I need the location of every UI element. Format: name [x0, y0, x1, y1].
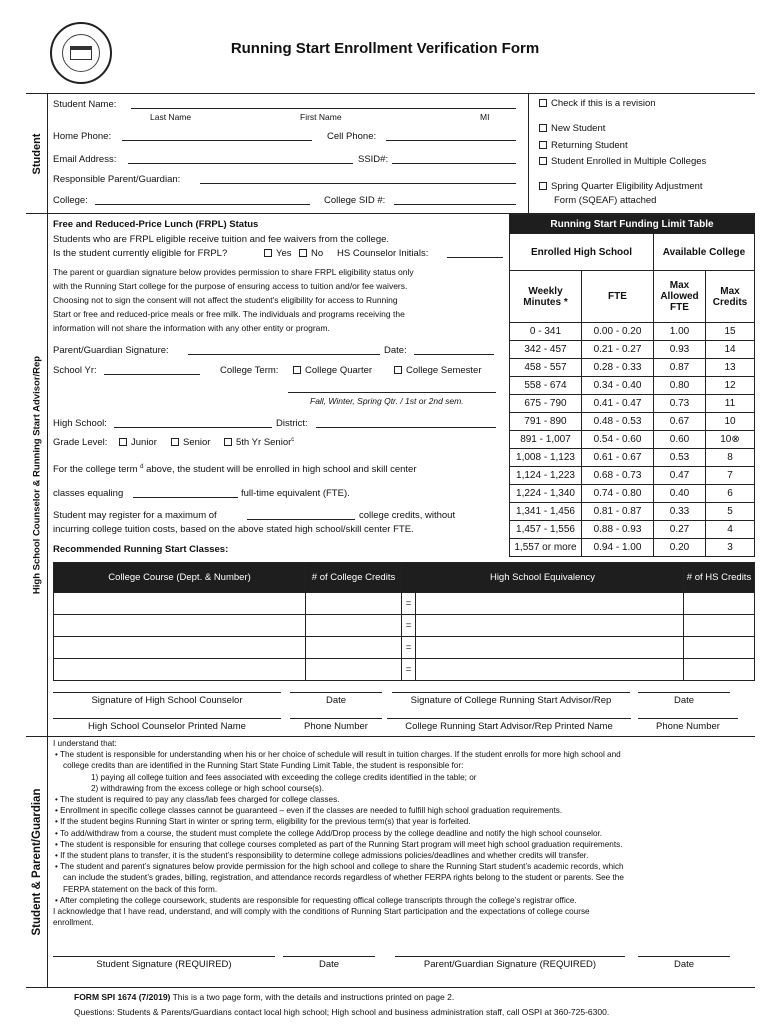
frpl-para-4: Start or free and reduced-price meals or free milk. The individuals and programs receiving the [53, 309, 405, 319]
college-advisor-signature-line[interactable]: Signature of College Running Start Advisor/Rep [392, 692, 630, 706]
hs-date-line[interactable]: Date [290, 692, 382, 706]
funding-cell-credits: 12 [706, 377, 755, 395]
footer-questions: Questions: Students & Parents/Guardians contact local high school; High school and business administration staff, call OSPI at 360-725-6300. [74, 1007, 610, 1017]
course-input[interactable] [54, 659, 306, 681]
register-max-label: Student may register for a maximum of [53, 510, 217, 521]
college-sid-field[interactable] [394, 195, 516, 205]
cell-phone-field[interactable] [386, 131, 516, 141]
student-signature-line[interactable]: Student Signature (REQUIRED) [53, 956, 275, 970]
enroll-line: For the college term $^d$ above, the student will be enrolled in high school and skill center [53, 464, 417, 476]
funding-cell-max-fte: 0.20 [654, 539, 706, 557]
funding-cell-max-fte: 0.80 [654, 377, 706, 395]
funding-cell-max-fte: 0.27 [654, 521, 706, 539]
funding-cell-max-fte: 1.00 [654, 323, 706, 341]
email-field[interactable] [128, 154, 353, 164]
hs-equivalency-input[interactable] [402, 637, 684, 659]
funding-cell-credits: 10⊗ [706, 431, 755, 449]
funding-cell-fte: 0.74 - 0.80 [582, 485, 654, 503]
frpl-heading: Free and Reduced-Price Lunch (FRPL) Status [53, 219, 259, 230]
college-quarter-checkbox[interactable]: College Quarter [293, 365, 372, 376]
junior-checkbox[interactable]: Junior [119, 437, 157, 448]
funding-row [510, 485, 755, 503]
funding-cell-max-fte: 0.60 [654, 431, 706, 449]
equals-sign: = [402, 593, 416, 614]
returning-student-checkbox[interactable]: Returning Student [539, 140, 628, 151]
hs-phone-line[interactable]: Phone Number [290, 718, 382, 732]
funding-cell-credits: 8 [706, 449, 755, 467]
school-year-label: School Yr: [53, 365, 97, 376]
frpl-no-checkbox[interactable]: No [299, 248, 323, 259]
course-header: College Course (Dept. & Number) [54, 563, 306, 593]
cell-phone-label: Cell Phone: [327, 131, 377, 142]
funding-row [510, 359, 755, 377]
new-student-checkbox[interactable]: New Student [539, 123, 605, 134]
courses-table [53, 562, 755, 681]
funding-cell-min: 1,341 - 1,456 [510, 503, 582, 521]
frpl-para-2: with the Running Start college for the purpose of ensuring access to tuition and/or fee waivers. [53, 281, 408, 291]
available-college-header: Available College [654, 234, 755, 271]
hs-initials-label: HS Counselor Initials: [337, 248, 429, 259]
equals-sign: = [402, 615, 416, 636]
funding-cell-fte: 0.34 - 0.40 [582, 377, 654, 395]
funding-cell-credits: 13 [706, 359, 755, 377]
funding-cell-max-fte: 0.93 [654, 341, 706, 359]
frpl-para-1: The parent or guardian signature below provides permission to share FRPL eligibility status only [53, 267, 414, 277]
hs-counselor-signature-line[interactable]: Signature of High School Counselor [53, 692, 281, 706]
equals-sign: = [402, 637, 416, 658]
school-year-field[interactable] [104, 365, 200, 375]
college-credits-header: # of College Credits [306, 563, 402, 593]
hs-credits-input[interactable] [684, 615, 755, 637]
course-input[interactable] [54, 615, 306, 637]
acknowledgement-text: I understand that: • The student is responsible for understanding when his or her choice of schedule will result in tuition charges. If the student enrolls for more high school and college credits than are identified in the Running Start State Funding Limit Table, the student is responsible for: 1) paying all college tuition and fees associated with exceeding the college credits identified in the table; or 2) withdrawing from the excess college or high school course(s). • The student is required to pay any class/lab fees charged for college classes. • Enrollment in specific college classes cannot be guaranteed – even if the classes are needed to fulfill high school graduation requirements. • If the student begins Running Start in winter or spring term, eligibility for the previous term(s) that year is forfeited. • To add/withdraw from a course, the student must complete the college Add/Drop process by the college deadline and notify the high school counselor. • The student is responsible for ensuring that college courses completed as part of the Running Start program will meet high school graduation requirements. • If the student plans to transfer, it is the student’s responsibility to determine college admissions policies/deadlines and whether credits will transfer. • The student and parent’s signatures below provide permission for the high school and college to share the Running Start student’s academic records, which can include the student’s grades, billing, registration, and attendance records regardless of whether FERPA rights belong to the student or parents. See the FERPA statement on the back of this form. • After completing the college coursework, students are responsible for requesting offical college transcripts through the college’s registrar office. I acknowledge that I have read, understand, and will comply with the conditions of Running Start participation and the expectations of college course enrollment. [53, 739, 624, 928]
ssid-label: SSID#: [358, 154, 389, 165]
funding-cell-min: 0 - 341 [510, 323, 582, 341]
home-phone-label: Home Phone: [53, 131, 112, 142]
funding-row [510, 323, 755, 341]
frpl-question: Is the student currently eligible for FRPL? [53, 248, 228, 259]
register-credits-label: college credits, without [359, 510, 456, 521]
hs-equivalency-header: High School Equivalency [402, 563, 684, 593]
funding-cell-max-fte: 0.73 [654, 395, 706, 413]
funding-row [510, 377, 755, 395]
funding-cell-credits: 14 [706, 341, 755, 359]
hs-credits-input[interactable] [684, 659, 755, 681]
funding-cell-max-fte: 0.33 [654, 503, 706, 521]
college-credits-input[interactable] [306, 615, 402, 637]
funding-row [510, 431, 755, 449]
course-row [54, 615, 755, 637]
parent-signature-label: Parent/Guardian Signature: [53, 345, 169, 356]
student-date-line[interactable]: Date [283, 956, 375, 970]
frpl-date-label: Date: [384, 345, 407, 356]
district-label: District: [276, 418, 308, 429]
funding-cell-credits: 10 [706, 413, 755, 431]
funding-cell-min: 1,124 - 1,223 [510, 467, 582, 485]
hs-credits-input[interactable] [684, 593, 755, 615]
funding-cell-min: 458 - 557 [510, 359, 582, 377]
section-label-guardian: Student & Parent/Guardian [26, 736, 48, 988]
funding-cell-min: 891 - 1,007 [510, 431, 582, 449]
student-name-field[interactable] [131, 99, 516, 109]
parent-signature-line[interactable]: Parent/Guardian Signature (REQUIRED) [395, 956, 625, 970]
funding-table-title: Running Start Funding Limit Table [510, 215, 755, 234]
fte-label: full-time equivalent (FTE). [241, 488, 350, 499]
college-sid-label: College SID #: [324, 195, 386, 206]
multiple-colleges-checkbox[interactable]: Student Enrolled in Multiple Colleges [539, 156, 706, 167]
course-row [54, 659, 755, 681]
section-label-student: Student [26, 93, 48, 214]
high-school-label: High School: [53, 418, 107, 429]
parent-date-line[interactable]: Date [638, 956, 730, 970]
grade-level-label: Grade Level: [53, 437, 108, 448]
hs-equivalency-input[interactable] [402, 593, 684, 615]
senior-checkbox[interactable]: Senior [171, 437, 210, 448]
funding-cell-fte: 0.21 - 0.27 [582, 341, 654, 359]
funding-row [510, 539, 755, 557]
course-input[interactable] [54, 637, 306, 659]
section-label-counselor: High School Counselor & Running Start Advisor/Rep [26, 214, 48, 736]
funding-row [510, 521, 755, 539]
college-phone-line[interactable]: Phone Number [638, 718, 738, 732]
funding-cell-max-fte: 0.87 [654, 359, 706, 377]
classes-equaling-field[interactable] [133, 488, 238, 498]
funding-cell-fte: 0.94 - 1.00 [582, 539, 654, 557]
district-field[interactable] [316, 418, 496, 428]
first-name-caption: First Name [300, 112, 342, 122]
funding-cell-credits: 7 [706, 467, 755, 485]
email-label: Email Address: [53, 154, 117, 165]
last-name-caption: Last Name [150, 112, 192, 122]
max-credits-field[interactable] [247, 510, 355, 520]
college-date-line[interactable]: Date [638, 692, 730, 706]
max-fte-header: Max Allowed FTE [654, 271, 706, 323]
weekly-minutes-header: Weekly Minutes * [510, 271, 582, 323]
frpl-yes-checkbox[interactable]: Yes [264, 248, 292, 259]
college-field[interactable] [95, 195, 310, 205]
funding-cell-fte: 0.00 - 0.20 [582, 323, 654, 341]
hs-equivalency-input[interactable] [402, 615, 684, 637]
funding-row [510, 413, 755, 431]
funding-row [510, 395, 755, 413]
fifth-year-checkbox[interactable]: 5th Yr Senior$^c$ [224, 437, 294, 448]
funding-cell-fte: 0.61 - 0.67 [582, 449, 654, 467]
form-number: FORM SPI 1674 (7/2019) This is a two page form, with the details and instructions printed on page 2. [74, 992, 455, 1002]
college-semester-checkbox[interactable]: College Semester [394, 365, 482, 376]
funding-cell-fte: 0.68 - 0.73 [582, 467, 654, 485]
college-credits-input[interactable] [306, 659, 402, 681]
frpl-date-field[interactable] [414, 345, 494, 355]
funding-cell-max-fte: 0.53 [654, 449, 706, 467]
page-title: Running Start Enrollment Verification Form [230, 40, 540, 57]
student-name-label: Student Name: [53, 99, 117, 110]
funding-cell-min: 1,008 - 1,123 [510, 449, 582, 467]
funding-cell-credits: 3 [706, 539, 755, 557]
parent-guardian-field[interactable] [200, 174, 516, 184]
frpl-line1: Students who are FRPL eligible receive tuition and fee waivers from the college. [53, 234, 390, 245]
fte-header: FTE [582, 271, 654, 323]
funding-row [510, 341, 755, 359]
funding-cell-min: 1,557 or more [510, 539, 582, 557]
college-credits-input[interactable] [306, 637, 402, 659]
funding-cell-credits: 4 [706, 521, 755, 539]
course-row [54, 593, 755, 615]
frpl-para-3: Choosing not to sign the consent will not affect the student’s eligibility for access to Running [53, 295, 398, 305]
mi-caption: MI [480, 112, 490, 122]
funding-cell-fte: 0.41 - 0.47 [582, 395, 654, 413]
register-note: incurring college tuition costs, based on the above stated high school/skill center FTE. [53, 524, 414, 535]
funding-cell-credits: 11 [706, 395, 755, 413]
home-phone-field[interactable] [122, 131, 312, 141]
college-label: College: [53, 195, 88, 206]
parent-guardian-label: Responsible Parent/Guardian: [53, 174, 181, 185]
parent-signature-field[interactable] [188, 345, 380, 355]
sqeaf-checkbox[interactable]: Spring Quarter Eligibility Adjustment [539, 181, 703, 192]
high-school-field[interactable] [114, 418, 272, 428]
equals-sign: = [402, 659, 416, 680]
max-credits-header: Max Credits [706, 271, 755, 323]
sqeaf-line2: Form (SQEAF) attached [554, 195, 657, 206]
funding-cell-fte: 0.88 - 0.93 [582, 521, 654, 539]
funding-row [510, 467, 755, 485]
hs-initials-field[interactable] [447, 248, 503, 258]
funding-cell-min: 791 - 890 [510, 413, 582, 431]
funding-cell-fte: 0.28 - 0.33 [582, 359, 654, 377]
hs-equivalency-input[interactable] [402, 659, 684, 681]
classes-equaling-label: classes equaling [53, 488, 124, 499]
funding-row [510, 503, 755, 521]
hs-credits-input[interactable] [684, 637, 755, 659]
funding-row [510, 449, 755, 467]
funding-limit-table [509, 214, 755, 557]
college-term-label: College Term: [220, 365, 279, 376]
course-row [54, 637, 755, 659]
college-advisor-name-line[interactable]: College Running Start Advisor/Rep Printed Name [387, 718, 631, 732]
funding-cell-max-fte: 0.47 [654, 467, 706, 485]
hs-credits-header: # of HS Credits [684, 563, 755, 593]
college-credits-input[interactable] [306, 593, 402, 615]
frpl-para-5: information will not share the information with any other entity or program. [53, 323, 330, 333]
course-input[interactable] [54, 593, 306, 615]
term-hint: Fall, Winter, Spring Qtr. / 1st or 2nd sem. [310, 396, 464, 406]
funding-cell-credits: 6 [706, 485, 755, 503]
ssid-field[interactable] [392, 154, 516, 164]
funding-cell-fte: 0.54 - 0.60 [582, 431, 654, 449]
revision-checkbox[interactable]: Check if this is a revision [539, 98, 656, 109]
college-term-field[interactable] [288, 383, 496, 393]
funding-cell-min: 558 - 674 [510, 377, 582, 395]
funding-cell-fte: 0.48 - 0.53 [582, 413, 654, 431]
funding-cell-min: 675 - 790 [510, 395, 582, 413]
funding-cell-min: 1,224 - 1,340 [510, 485, 582, 503]
funding-cell-credits: 5 [706, 503, 755, 521]
funding-cell-fte: 0.81 - 0.87 [582, 503, 654, 521]
funding-cell-min: 1,457 - 1,556 [510, 521, 582, 539]
funding-cell-credits: 15 [706, 323, 755, 341]
enrolled-hs-header: Enrolled High School [510, 234, 654, 271]
funding-cell-min: 342 - 457 [510, 341, 582, 359]
hs-counselor-name-line[interactable]: High School Counselor Printed Name [53, 718, 281, 732]
funding-cell-max-fte: 0.40 [654, 485, 706, 503]
funding-cell-max-fte: 0.67 [654, 413, 706, 431]
recommended-heading: Recommended Running Start Classes: [53, 544, 229, 555]
